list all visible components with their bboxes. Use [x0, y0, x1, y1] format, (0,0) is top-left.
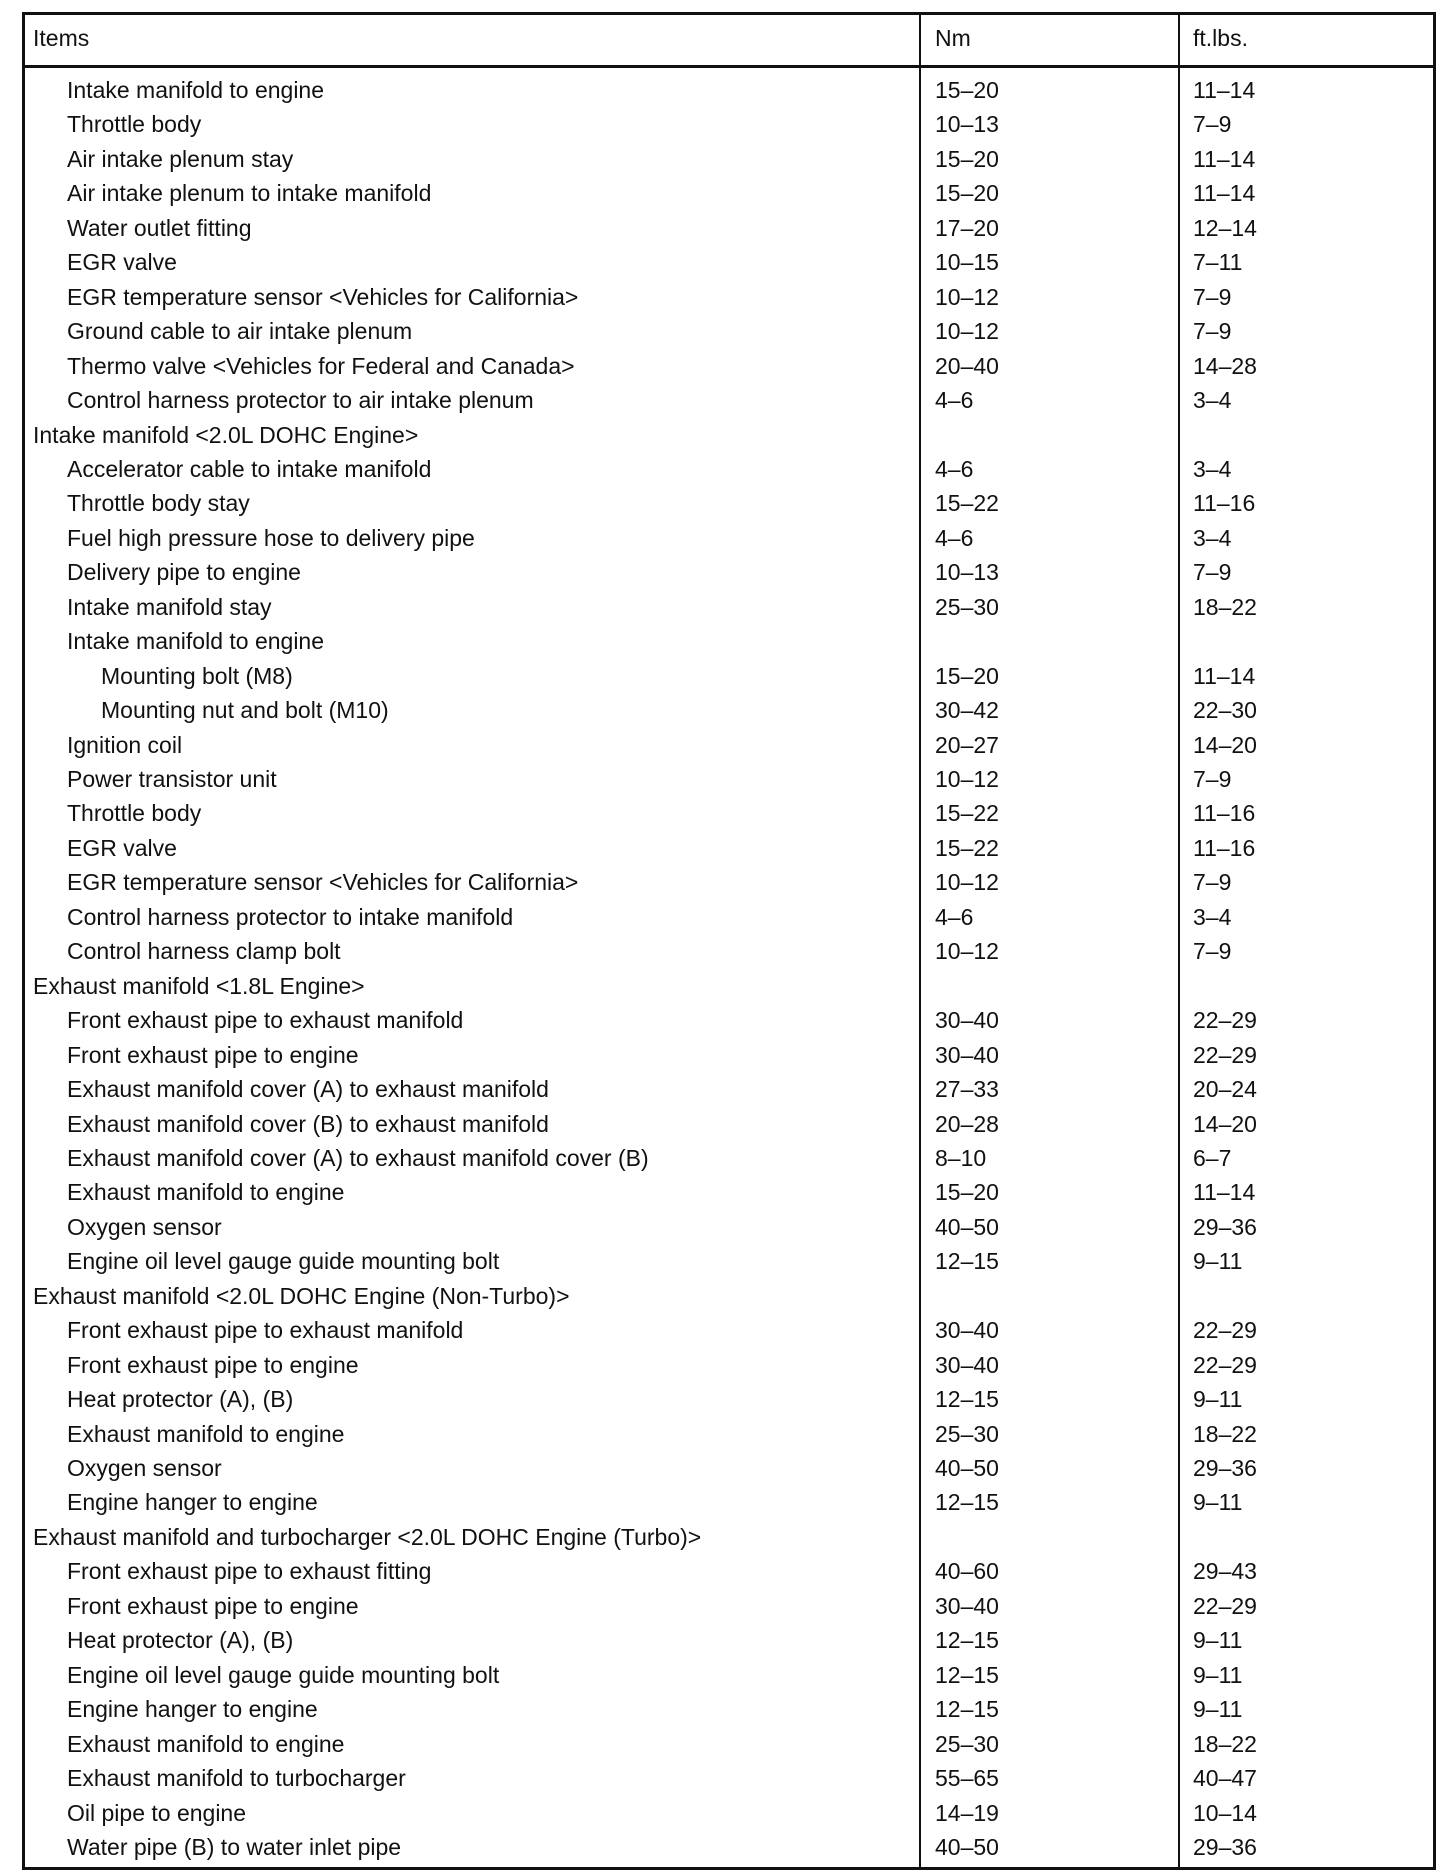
nm-value: 55–65 — [935, 1765, 999, 1792]
table-row — [25, 831, 1433, 865]
table-row — [25, 280, 1433, 314]
ftlbs-value: 22–29 — [1193, 1351, 1257, 1378]
table-row — [25, 659, 1433, 693]
table-row — [25, 934, 1433, 968]
item-label: Exhaust manifold cover (B) to exhaust manifold — [67, 1110, 549, 1137]
ftlbs-value: 7–9 — [1193, 559, 1232, 586]
ftlbs-value: 11–14 — [1193, 662, 1256, 689]
ftlbs-value: 14–20 — [1193, 1110, 1257, 1137]
item-label: Control harness protector to air intake plenum — [67, 387, 534, 414]
nm-value: 15–22 — [935, 800, 999, 827]
item-label: Engine hanger to engine — [67, 1696, 318, 1723]
nm-value: 40–50 — [935, 1455, 999, 1481]
nm-value: 10–12 — [935, 318, 999, 345]
table-row — [25, 900, 1433, 934]
table-row — [25, 349, 1433, 383]
nm-value: 4–6 — [935, 387, 974, 414]
table-row — [25, 521, 1433, 555]
nm-value: 15–20 — [935, 145, 999, 172]
ftlbs-value: 29–36 — [1193, 1213, 1257, 1240]
item-label: Oxygen sensor — [67, 1455, 222, 1481]
table-row — [25, 1796, 1433, 1830]
table-row — [25, 1658, 1433, 1692]
table-row — [25, 73, 1433, 107]
nm-value: 30–40 — [935, 1592, 999, 1619]
table-row — [25, 1141, 1433, 1175]
ftlbs-value: 29–36 — [1193, 1455, 1257, 1481]
item-label: Water outlet fitting — [67, 214, 252, 241]
ftlbs-value: 10–14 — [1193, 1799, 1257, 1826]
ftlbs-value: 22–29 — [1193, 1317, 1257, 1344]
table-row — [25, 1554, 1433, 1588]
item-label: Throttle body — [67, 800, 202, 827]
table-row — [25, 142, 1433, 176]
nm-value: 20–40 — [935, 352, 999, 379]
torque-spec-table — [22, 12, 1436, 1870]
item-label: Control harness protector to intake manifold — [67, 903, 514, 930]
ftlbs-value: 22–30 — [1193, 697, 1257, 724]
ftlbs-value: 11–14 — [1193, 180, 1256, 207]
table-row — [25, 865, 1433, 899]
nm-value: 10–12 — [935, 869, 999, 896]
ftlbs-value: 18–22 — [1193, 1730, 1257, 1757]
ftlbs-value: 9–11 — [1193, 1627, 1243, 1654]
table-row — [25, 1244, 1433, 1278]
table-row — [25, 107, 1433, 141]
table-row — [25, 314, 1433, 348]
table-row — [25, 176, 1433, 210]
nm-value: 12–15 — [935, 1489, 999, 1516]
item-label: Exhaust manifold <2.0L DOHC Engine (Non-Turbo)> — [33, 1282, 570, 1309]
nm-value: 40–50 — [935, 1213, 999, 1240]
ftlbs-value: 7–9 — [1193, 938, 1232, 965]
ftlbs-value: 7–11 — [1193, 249, 1243, 276]
table-row — [25, 1382, 1433, 1416]
ftlbs-value: 9–11 — [1193, 1386, 1243, 1413]
nm-value: 15–22 — [935, 490, 999, 517]
nm-value: 10–12 — [935, 766, 999, 792]
item-label: Intake manifold to engine — [67, 77, 325, 103]
nm-value: 40–60 — [935, 1558, 999, 1585]
nm-value: 15–20 — [935, 77, 999, 103]
ftlbs-value: 22–29 — [1193, 1592, 1257, 1619]
table-row — [25, 728, 1433, 762]
table-row — [25, 693, 1433, 727]
nm-value: 30–40 — [935, 1041, 999, 1068]
nm-value: 12–15 — [935, 1386, 999, 1413]
item-label: Control harness clamp bolt — [67, 938, 341, 965]
ftlbs-value: 29–43 — [1193, 1558, 1257, 1585]
item-label: Front exhaust pipe to exhaust manifold — [67, 1007, 464, 1034]
ftlbs-value: 11–14 — [1193, 77, 1256, 103]
ftlbs-value: 14–20 — [1193, 731, 1257, 758]
ftlbs-value: 7–9 — [1193, 766, 1232, 792]
table-row — [25, 969, 1433, 1003]
ftlbs-value: 7–9 — [1193, 318, 1232, 345]
ftlbs-value: 9–11 — [1193, 1696, 1243, 1723]
nm-value: 30–40 — [935, 1317, 999, 1344]
ftlbs-value: 3–4 — [1193, 903, 1232, 930]
table-row — [25, 211, 1433, 245]
nm-value: 10–12 — [935, 938, 999, 965]
nm-value: 40–50 — [935, 1833, 999, 1860]
ftlbs-value: 11–16 — [1193, 834, 1256, 861]
item-label: Exhaust manifold to turbocharger — [67, 1765, 406, 1792]
item-label: Front exhaust pipe to exhaust fitting — [67, 1558, 432, 1585]
item-label: EGR temperature sensor <Vehicles for California> — [67, 869, 579, 896]
item-label: EGR valve — [67, 834, 177, 861]
item-label: Exhaust manifold to engine — [67, 1420, 345, 1447]
item-label: Engine oil level gauge guide mounting bolt — [67, 1661, 500, 1688]
item-label: Front exhaust pipe to engine — [67, 1351, 359, 1378]
nm-value: 17–20 — [935, 214, 999, 241]
nm-value: 15–20 — [935, 180, 999, 207]
item-label: Exhaust manifold to engine — [67, 1730, 345, 1757]
item-label: EGR valve — [67, 249, 177, 276]
nm-value: 15–20 — [935, 662, 999, 689]
ftlbs-value: 20–24 — [1193, 1076, 1257, 1103]
nm-value: 15–22 — [935, 834, 999, 861]
item-label: Accelerator cable to intake manifold — [67, 455, 432, 482]
item-label: Front exhaust pipe to engine — [67, 1041, 359, 1068]
table-row — [25, 1348, 1433, 1382]
ftlbs-value: 6–7 — [1193, 1144, 1232, 1171]
nm-value: 30–42 — [935, 697, 999, 724]
item-label: Intake manifold <2.0L DOHC Engine> — [33, 421, 419, 448]
nm-value: 25–30 — [935, 1420, 999, 1447]
nm-value: 4–6 — [935, 524, 974, 551]
table-row — [25, 1485, 1433, 1519]
item-label: Exhaust manifold <1.8L Engine> — [33, 972, 365, 999]
ftlbs-value: 12–14 — [1193, 214, 1257, 241]
item-label: Exhaust manifold cover (A) to exhaust manifold — [67, 1076, 549, 1103]
item-label: Exhaust manifold to engine — [67, 1179, 345, 1206]
item-label: Fuel high pressure hose to delivery pipe — [67, 524, 475, 551]
table-row — [25, 796, 1433, 830]
item-label: Throttle body stay — [67, 490, 250, 517]
ftlbs-value: 7–9 — [1193, 869, 1232, 896]
ftlbs-value: 7–9 — [1193, 111, 1232, 138]
ftlbs-value: 3–4 — [1193, 455, 1232, 482]
item-label: Heat protector (A), (B) — [67, 1627, 294, 1654]
table-row — [25, 1210, 1433, 1244]
nm-value: 12–15 — [935, 1661, 999, 1688]
nm-value: 4–6 — [935, 455, 974, 482]
table-row — [25, 555, 1433, 589]
nm-value: 8–10 — [935, 1144, 987, 1171]
table-row — [25, 1072, 1433, 1106]
table-row — [25, 1520, 1433, 1554]
ftlbs-value: 22–29 — [1193, 1041, 1257, 1068]
ftlbs-value: 11–14 — [1193, 1179, 1256, 1206]
ftlbs-value: 40–47 — [1193, 1765, 1257, 1792]
item-label: Ground cable to air intake plenum — [67, 318, 413, 345]
nm-value: 25–30 — [935, 1730, 999, 1757]
table-row — [25, 1761, 1433, 1795]
table-row — [25, 1727, 1433, 1761]
header-ftlbs: ft.lbs. — [1193, 25, 1248, 51]
item-label: Air intake plenum to intake manifold — [67, 180, 432, 207]
item-label: Mounting bolt (M8) — [101, 662, 293, 689]
ftlbs-value: 3–4 — [1193, 387, 1232, 414]
item-label: Engine oil level gauge guide mounting bolt — [67, 1248, 500, 1275]
item-label: EGR temperature sensor <Vehicles for California> — [67, 283, 579, 310]
ftlbs-value: 18–22 — [1193, 1420, 1257, 1447]
nm-value: 12–15 — [935, 1696, 999, 1723]
ftlbs-value: 11–16 — [1193, 490, 1256, 517]
nm-value: 30–40 — [935, 1351, 999, 1378]
item-label: Water pipe (B) to water inlet pipe — [67, 1833, 402, 1860]
table-row — [25, 1003, 1433, 1037]
nm-value: 20–28 — [935, 1110, 999, 1137]
ftlbs-value: 9–11 — [1193, 1661, 1243, 1688]
item-label: Front exhaust pipe to exhaust manifold — [67, 1317, 464, 1344]
item-label: Intake manifold stay — [67, 593, 272, 620]
item-label: Air intake plenum stay — [67, 145, 294, 172]
nm-value: 27–33 — [935, 1076, 999, 1103]
table-row — [25, 1313, 1433, 1347]
ftlbs-value: 11–16 — [1193, 800, 1256, 827]
nm-value: 20–27 — [935, 731, 999, 758]
item-label: Oil pipe to engine — [67, 1799, 247, 1826]
table-row — [25, 1038, 1433, 1072]
nm-value: 10–13 — [935, 111, 999, 138]
table-row — [25, 486, 1433, 520]
table-row — [25, 1623, 1433, 1657]
ftlbs-value: 11–14 — [1193, 145, 1256, 172]
item-label: Power transistor unit — [67, 766, 277, 792]
item-label: Exhaust manifold cover (A) to exhaust manifold cover (B) — [67, 1144, 649, 1171]
item-label: Delivery pipe to engine — [67, 559, 301, 586]
item-label: Ignition coil — [67, 731, 183, 758]
header-divider — [25, 65, 1433, 68]
table-row — [25, 245, 1433, 279]
item-label: Throttle body — [67, 111, 202, 138]
nm-value: 10–15 — [935, 249, 999, 276]
table-row — [25, 1692, 1433, 1726]
nm-value: 30–40 — [935, 1007, 999, 1034]
nm-value: 10–13 — [935, 559, 999, 586]
ftlbs-value: 3–4 — [1193, 524, 1232, 551]
item-label: Heat protector (A), (B) — [67, 1386, 294, 1413]
table-row — [25, 1830, 1433, 1864]
item-label: Engine hanger to engine — [67, 1489, 318, 1516]
table-row — [25, 418, 1433, 452]
item-label: Intake manifold to engine — [67, 628, 325, 655]
table-row — [25, 624, 1433, 658]
table-row — [25, 590, 1433, 624]
table-row — [25, 1107, 1433, 1141]
nm-value: 14–19 — [935, 1799, 999, 1826]
item-label: Front exhaust pipe to engine — [67, 1592, 359, 1619]
header-nm: Nm — [935, 25, 971, 51]
ftlbs-value: 9–11 — [1193, 1248, 1243, 1275]
nm-value: 4–6 — [935, 903, 974, 930]
table-row — [25, 383, 1433, 417]
item-label: Thermo valve <Vehicles for Federal and Canada> — [67, 352, 575, 379]
item-label: Exhaust manifold and turbocharger <2.0L DOHC Engine (Turbo)> — [33, 1523, 702, 1550]
nm-value: 10–12 — [935, 283, 999, 310]
table-row — [25, 1175, 1433, 1209]
table-row — [25, 1589, 1433, 1623]
table-row — [25, 1279, 1433, 1313]
table-row — [25, 1417, 1433, 1451]
ftlbs-value: 18–22 — [1193, 593, 1257, 620]
ftlbs-value: 9–11 — [1193, 1489, 1243, 1516]
table-row — [25, 1451, 1433, 1485]
nm-value: 12–15 — [935, 1248, 999, 1275]
item-label: Mounting nut and bolt (M10) — [101, 697, 389, 724]
table-row — [25, 762, 1433, 796]
header-items: Items — [33, 25, 90, 51]
ftlbs-value: 7–9 — [1193, 283, 1232, 310]
nm-value: 12–15 — [935, 1627, 999, 1654]
nm-value: 15–20 — [935, 1179, 999, 1206]
item-label: Oxygen sensor — [67, 1213, 222, 1240]
table-row — [25, 452, 1433, 486]
ftlbs-value: 22–29 — [1193, 1007, 1257, 1034]
nm-value: 25–30 — [935, 593, 999, 620]
ftlbs-value: 29–36 — [1193, 1833, 1257, 1860]
ftlbs-value: 14–28 — [1193, 352, 1257, 379]
